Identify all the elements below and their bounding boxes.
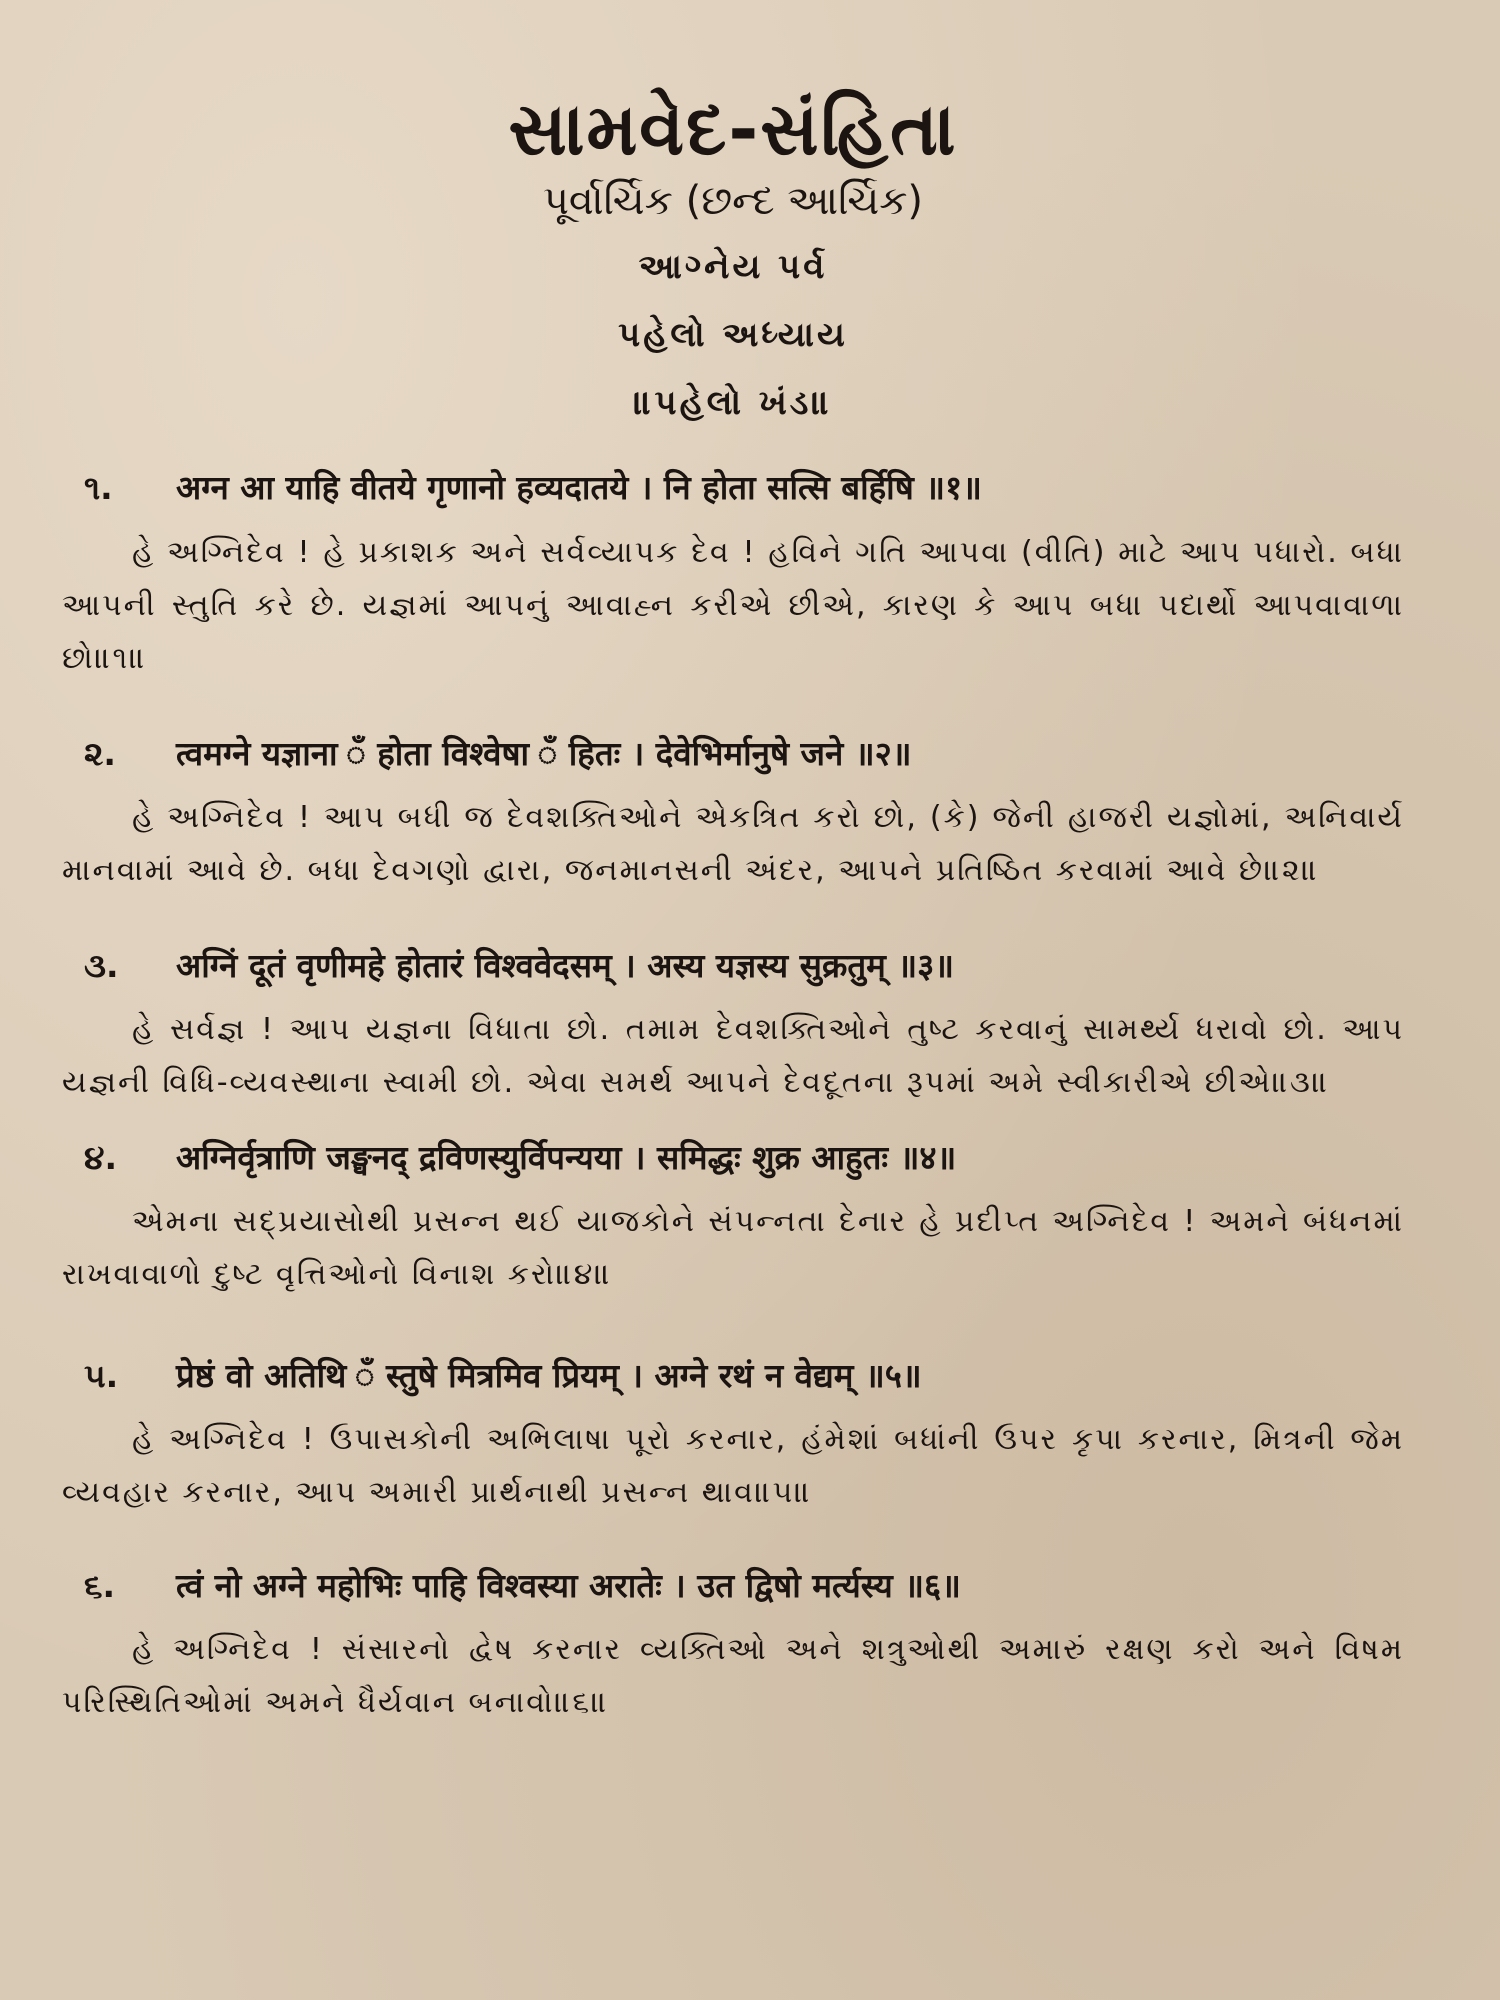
sanskrit-verse [62, 731, 1404, 777]
sanskrit-verse [62, 1353, 1404, 1399]
page-header [62, 88, 1404, 425]
verse-number: ૪. [84, 1137, 117, 1177]
parva-heading: આગ્નેય પર્વ [638, 246, 828, 287]
khand-heading: ॥પહેલો ખંડ॥ [633, 383, 833, 424]
adhyaya-heading: પહેલો અધ્યાય [618, 314, 848, 355]
verse-block [62, 1135, 1404, 1301]
page-title: સામવેદ-સંહિતા [508, 87, 958, 171]
verse-text: अग्न आ याहि वीतये गृणानो हव्यदातये । नि होता सत्सि बर्हिषि ॥१॥ [176, 468, 982, 508]
verse-block [62, 943, 1404, 1109]
verse-meaning: હે અગ્નિદેવ ! સંસારનો દ્વેષ કરનાર વ્યક્તિઓ અને શત્રુઓથી અમારું રક્ષણ કરો અને વિષમ પરિસ્થિતિઓમાં અમને ધૈર્યવાન બનાવો॥૬॥ [62, 1632, 1404, 1721]
verse-meaning: હે અગ્નિદેવ ! આપ બધી જ દેવશક્તિઓને એકત્રિત કરો છો, (કે) જેની હાજરી યજ્ઞોમાં, અનિવાર્ય માનવામાં આવે છે. બધા દેવગણો દ્વારા, જનમાનસની અંદર, આપને પ્રતિષ્ઠિત કરવામાં આવે છે॥૨॥ [62, 799, 1404, 888]
verse-meaning: હે અગ્નિદેવ ! ઉપાસકોની અભિલાષા પૂરો કરનાર, હંમેશાં બધાંની ઉપર કૃપા કરનાર, મિત્રની જેમ વ્યવહાર કરનાર, આપ અમારી પ્રાર્થનાથી પ્રસન્ન થાવ॥૫॥ [62, 1422, 1404, 1511]
verse-text: त्वं नो अग्ने महोभिः पाहि विश्वस्या अरातेः । उत द्विषो मर्त्यस्य ॥६॥ [176, 1566, 961, 1606]
verse-number: ૬. [84, 1566, 116, 1606]
verse-number: ૫. [84, 1356, 119, 1396]
verse-block [62, 1353, 1404, 1519]
page-subtitle: પૂર્વાર્ચિક (છન્દ આર્ચિક) [542, 177, 924, 224]
verse-number: ૨. [84, 733, 116, 773]
verse-text: प्रेष्ठं वो अतिथि ँ स्तुषे मित्रमिव प्रियम् । अग्ने रथं न वेद्यम् ॥५॥ [176, 1356, 922, 1396]
verse-meaning: હે સર્વજ્ઞ ! આપ યજ્ઞના વિધાતા છો. તમામ દેવશક્તિઓને તુષ્ટ કરવાનું સામર્થ્ય ધરાવો છો. આપ યજ્ઞની વિધિ-વ્યવસ્થાના સ્વામી છો. એવા સમર્થ આપને દેવદૂતના રૂપમાં અમે સ્વીકારીએ છીએ॥૩॥ [62, 1011, 1404, 1100]
verse-number: ૩. [84, 945, 119, 985]
verse-block [62, 731, 1404, 897]
verse-number: ૧. [84, 468, 113, 508]
verse-meaning: એમના સદ્પ્રયાસોથી પ્રસન્ન થઈ યાજકોને સંપન્નતા દેનાર હે પ્રદીપ્ત અગ્નિદેવ ! અમને બંધનમાં રાખવાવાળો દુષ્ટ વૃત્તિઓનો વિનાશ કરો॥૪॥ [62, 1204, 1404, 1293]
verse-text: अग्निं दूतं वृणीमहे होतारं विश्ववेदसम् । अस्य यज्ञस्य सुक्रतुम् ॥३॥ [176, 945, 955, 985]
verse-block [62, 465, 1404, 684]
verse-text: त्वमग्ने यज्ञाना ँ होता विश्वेषा ँ हितः । देवेभिर्मानुषे जने ॥२॥ [176, 733, 912, 773]
verse-block [62, 1563, 1404, 1729]
sanskrit-verse [62, 1135, 1404, 1181]
verse-meaning: હે અગ્નિદેવ ! હે પ્રકાશક અને સર્વવ્યાપક દેવ ! હવિને ગતિ આપવા (વીતિ) માટે આપ પધારો. બધા આપની સ્તુતિ કરે છે. યજ્ઞમાં આપનું આવાહ્ન કરીએ છીએ, કારણ કે આપ બધા પદાર્થો આપવાવાળા છો॥૧॥ [62, 534, 1404, 676]
verse-text: अग्निर्वृत्राणि जङ्घनद् द्रविणस्युर्विपन्यया । समिद्धः शुक्र आहुतः ॥४॥ [176, 1137, 957, 1177]
sanskrit-verse [62, 943, 1404, 989]
sanskrit-verse [62, 465, 1404, 511]
sanskrit-verse [62, 1563, 1404, 1609]
